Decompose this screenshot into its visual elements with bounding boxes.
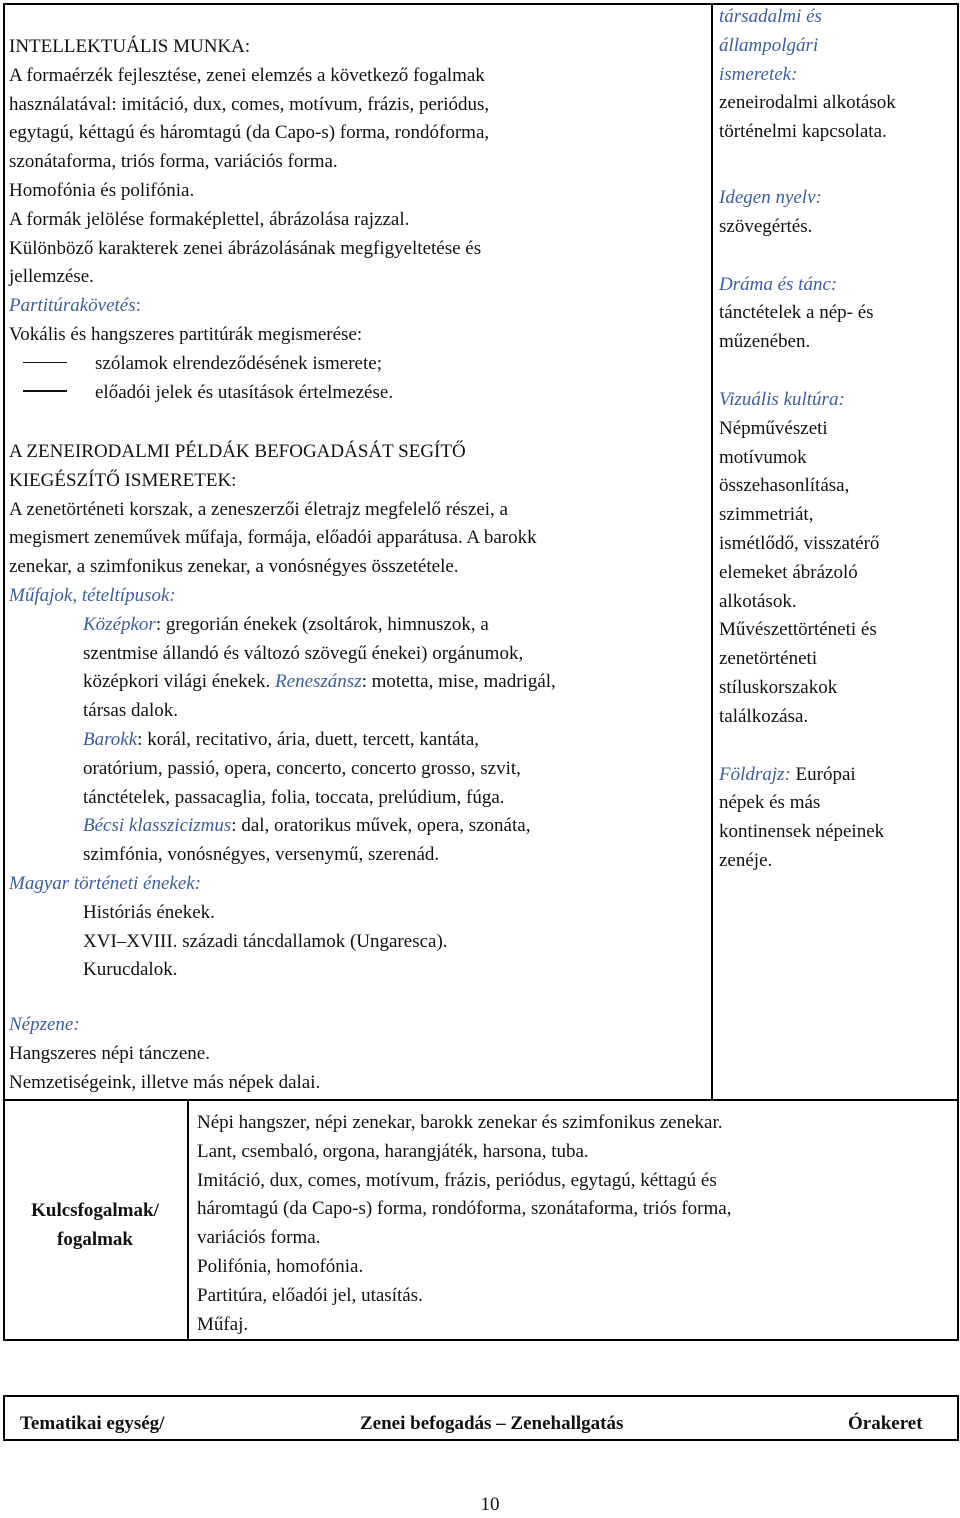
barokk-label: Barokk [83, 728, 138, 750]
partitura-line [9, 292, 489, 321]
tars-label: társadalmi és [719, 6, 822, 27]
vizualis-text: motívumok [719, 446, 807, 468]
footer-table-left [3, 1395, 5, 1440]
text-line: XVI–XVIII. századi táncdallamok (Ungaresca). [83, 930, 448, 952]
footer-table-top [3, 1395, 959, 1397]
befogadas-section [9, 438, 556, 985]
kulcs-divider [187, 1099, 189, 1340]
footer-table-right [957, 1395, 959, 1440]
bullet-text: előadói jelek és utasítások értelmezése. [95, 381, 394, 403]
barokk-line [9, 726, 556, 755]
partitura-colon: : [135, 295, 141, 317]
text-line: A zenetörténeti korszak, a zeneszerzői életrajz megfelelő részei, a [9, 498, 508, 520]
text-line: Homofónia és polifónia. [9, 179, 195, 201]
table-border-right [957, 3, 959, 1340]
vizualis-text: szimmetriát, [719, 504, 814, 526]
text-line: Kurucdalok. [83, 959, 178, 981]
text-line: használatával: imitáció, dux, comes, motívum, frázis, periódus, [9, 93, 490, 115]
kulcsfogalmak-label [3, 1196, 187, 1254]
table-border-left [3, 3, 5, 1340]
text-line: jellemzése. [9, 266, 94, 288]
foldrajz-label: Földrajz: [719, 763, 791, 785]
text-line: A formaérzék fejlesztése, zenei elemzés a következő fogalmak [9, 64, 485, 86]
kulcs-line: variációs forma. [197, 1227, 321, 1249]
vizualis-text: ismétlődő, visszatérő [719, 532, 880, 554]
tars-label: állampolgári [719, 34, 819, 56]
text-line: Hangszeres népi tánczene. [9, 1042, 210, 1064]
spacer [719, 357, 896, 386]
mufajok-label: Műfajok, tételtípusok: [9, 584, 176, 606]
text-span: : korál, recitativo, ária, duett, tercett, kantáta, [137, 728, 480, 750]
foldrajz-line [719, 761, 896, 790]
text-span: : motetta, mise, madrigál, [361, 671, 556, 693]
bullet-item [9, 350, 489, 379]
becsi-label: Bécsi klasszicizmus [83, 815, 232, 837]
magyar-label: Magyar történeti énekek: [9, 872, 202, 894]
column-divider [711, 3, 713, 1100]
kulcs-line: Polifónia, homofónia. [197, 1255, 364, 1277]
vizualis-text: zenetörténeti [719, 648, 818, 670]
text-span: középkori világi énekek. [83, 671, 276, 693]
drama-label: Dráma és tánc: [719, 273, 838, 295]
vizualis-text: Népművészeti [719, 417, 828, 439]
text-line: megismert zeneművek műfaja, formája, előadói apparátusa. A barokk [9, 527, 537, 549]
tars-text: történelmi kapcsolata. [719, 121, 887, 143]
kulcs-label-line: fogalmak [57, 1229, 133, 1250]
nepzene-label: Népzene: [9, 1014, 80, 1035]
idegen-label: Idegen nyelv: [719, 186, 822, 208]
text-span: : dal, oratorikus művek, opera, szonáta, [231, 815, 531, 837]
vizualis-text: stíluskorszakok [719, 676, 838, 698]
kozepkor-line [9, 611, 556, 640]
kulcs-line: Műfaj. [197, 1313, 249, 1335]
text-line: szimfónia, vonósnégyes, versenymű, szerenád. [83, 844, 440, 866]
spacer [719, 242, 896, 271]
text-line: szonátaforma, triós forma, variációs forma. [9, 151, 338, 173]
befogadas-heading-2: KIEGÉSZÍTŐ ISMERETEK: [9, 469, 237, 491]
text-line: Históriás énekek. [83, 901, 215, 923]
page-number: 10 [480, 1494, 500, 1515]
idegen-text: szövegértés. [719, 215, 813, 237]
kulcs-line: háromtagú (da Capo-s) forma, rondóforma, szonátaforma, triós forma, [197, 1198, 732, 1220]
kulcs-label-line: Kulcsfogalmak/ [31, 1200, 159, 1221]
spacer [719, 147, 896, 184]
kulcs-line: Partitúra, előadói jel, utasítás. [197, 1284, 423, 1306]
bullet-text: szólamok elrendeződésének ismerete; [95, 352, 382, 374]
orakeret-label: Órakeret [848, 1413, 923, 1434]
reneszansz-label: Reneszánsz [275, 671, 362, 693]
drama-text: tánctételek a nép- és [719, 302, 874, 324]
foldrajz-text: népek és más [719, 792, 821, 814]
tematikai-label: Tematikai egység/ [20, 1413, 165, 1434]
text-span: : gregorián énekek (zsoltárok, himnuszok, a [155, 613, 489, 635]
foldrajz-text: zenéje. [719, 849, 773, 871]
drama-text: műzenében. [719, 331, 811, 353]
dash-bullet-icon [23, 390, 67, 392]
row-divider [3, 1099, 959, 1101]
becsi-line [9, 812, 556, 841]
text-line: szentmise állandó és változó szövegű énekei) orgánumok, [83, 642, 524, 664]
vizualis-text: összehasonlítása, [719, 475, 850, 497]
section-title: Zenei befogadás – Zenehallgatás [360, 1413, 624, 1434]
vizualis-text: elemeket ábrázoló [719, 561, 858, 583]
kulcs-line: Imitáció, dux, comes, motívum, frázis, periódus, egytagú, kéttagú és [197, 1169, 717, 1191]
vizualis-text: alkotások. [719, 590, 797, 612]
text-line: egytagú, kéttagú és háromtagú (da Capo-s) forma, rondóforma, [9, 122, 490, 144]
tars-label: ismeretek: [719, 63, 798, 85]
text-line: Nemzetiségeink, illetve más népek dalai. [9, 1071, 321, 1093]
vizualis-text: találkozása. [719, 705, 809, 727]
foldrajz-text: kontinensek népeinek [719, 821, 885, 843]
partitura-label: Partitúrakövetés [9, 295, 136, 317]
kozepkor-label: Középkor [83, 613, 156, 635]
footer-table-bottom [3, 1439, 959, 1441]
text-line: Különböző karakterek zenei ábrázolásának megfigyeltetése és [9, 237, 482, 259]
bullet-item [9, 379, 489, 408]
dash-bullet-icon [23, 362, 67, 364]
intellektualis-heading: INTELLEKTUÁLIS MUNKA: [9, 36, 251, 57]
text-line: Vokális és hangszeres partitúrák megismerése: [9, 323, 363, 345]
vizualis-text: Művészettörténeti és [719, 619, 877, 641]
text-line: tánctételek, passacaglia, folia, toccata, prelúdium, fúga. [83, 786, 505, 808]
vizualis-label: Vizuális kultúra: [719, 388, 845, 410]
nepzene-section [9, 1011, 320, 1097]
reneszansz-line [9, 668, 556, 697]
intellektualis-section [9, 33, 489, 407]
tars-text: zeneirodalmi alkotások [719, 92, 896, 114]
right-column [719, 3, 896, 876]
foldrajz-text: Európai [790, 763, 856, 785]
text-line: társas dalok. [83, 700, 178, 722]
kulcs-line: Lant, csembaló, orgona, harangjáték, harsona, tuba. [197, 1140, 589, 1162]
kulcs-line: Népi hangszer, népi zenekar, barokk zenekar és szimfonikus zenekar. [197, 1112, 723, 1133]
befogadas-heading-1: A ZENEIRODALMI PÉLDÁK BEFOGADÁSÁT SEGÍTŐ [9, 441, 466, 462]
text-line: A formák jelölése formaképlettel, ábrázolása rajzzal. [9, 208, 410, 230]
text-line: zenekar, a szimfonikus zenekar, a vonósnégyes összetétele. [9, 556, 459, 578]
spacer [719, 732, 896, 761]
kulcsfogalmak-list [197, 1109, 731, 1339]
text-line: oratórium, passió, opera, concerto, concerto grosso, szvit, [83, 757, 521, 779]
